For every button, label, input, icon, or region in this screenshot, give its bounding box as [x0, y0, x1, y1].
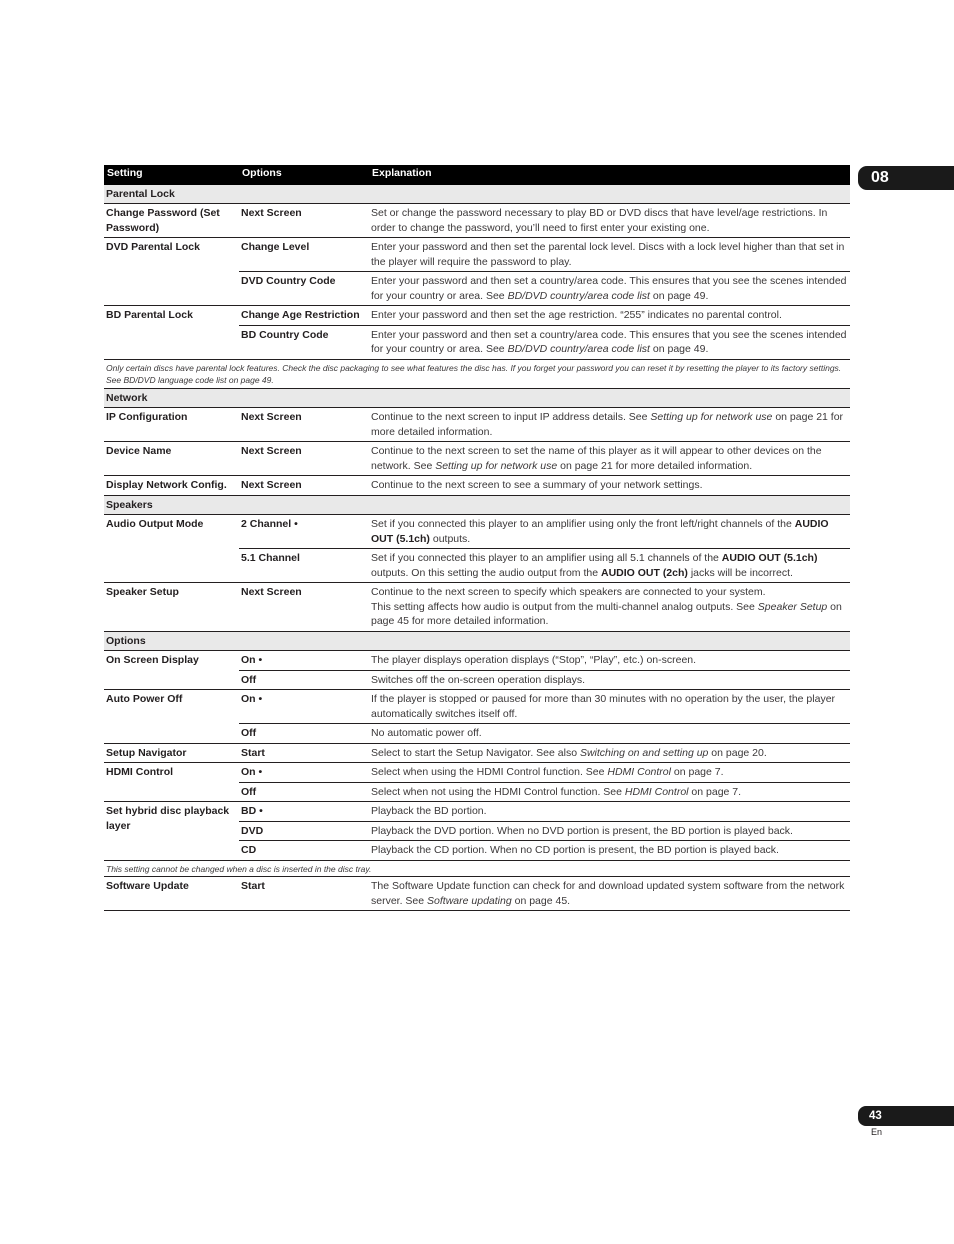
explanation-text: Playback the CD portion. When no CD portion is present, the BD portion is played back.: [369, 841, 850, 861]
setting-name: Software Update: [104, 877, 239, 911]
section-title: Network: [104, 388, 850, 408]
option-value: On •: [239, 763, 369, 783]
explanation-text: Set or change the password necessary to play BD or DVD discs that have level/age restrictions. In order to change the password, you’ll need to first enter your existing one.: [369, 204, 850, 238]
cross-reference: BD/DVD country/area code list: [507, 343, 650, 355]
chapter-tab: 08: [858, 166, 954, 190]
header-options: Options: [239, 165, 369, 185]
table-row: [104, 877, 850, 911]
cross-reference: Setting up for network use: [435, 459, 558, 472]
cross-reference: Speaker Setup: [757, 600, 828, 613]
section-network: [104, 388, 850, 408]
section-parental-lock: [104, 185, 850, 204]
setting-name: Setup Navigator: [104, 743, 239, 763]
cross-reference: HDMI Control: [624, 785, 689, 798]
explanation-text: Set if you connected this player to an amplifier using all 5.1 channels of the AUDIO OUT (5.1ch) outputs. On this setting the audio output from the AUDIO OUT (2ch) jacks will be incorrect.: [369, 549, 850, 583]
terminal-label: AUDIO OUT (5.1ch): [721, 552, 818, 564]
option-value: Off: [239, 724, 369, 744]
explanation-text: If the player is stopped or paused for more than 30 minutes with no operation by the user, the player automatically switches itself off.: [369, 690, 850, 724]
option-value: 2 Channel •: [239, 515, 369, 549]
cross-reference: HDMI Control: [607, 766, 671, 778]
table-row: [104, 743, 850, 763]
header-explanation: Explanation: [369, 165, 850, 185]
option-value: DVD: [239, 821, 369, 841]
header-setting: Setting: [104, 165, 239, 185]
option-value: Next Screen: [239, 476, 369, 496]
table-row: [104, 238, 850, 272]
explanation-text: Enter your password and then set the parental lock level. Discs with a lock level higher than that set in the player will require the password to play.: [369, 238, 850, 272]
cross-reference: Switching on and setting up: [579, 746, 709, 759]
explanation-text: Continue to the next screen to input IP address details. See Setting up for network use on page 21 for more detailed information.: [369, 408, 850, 442]
setting-name: On Screen Display: [104, 651, 239, 690]
explanation-text: Playback the DVD portion. When no DVD portion is present, the BD portion is played back.: [369, 821, 850, 841]
option-value: BD Country Code: [239, 325, 369, 359]
explanation-text: Playback the BD portion.: [369, 802, 850, 822]
option-value: Next Screen: [239, 204, 369, 238]
section-title: Parental Lock: [104, 185, 850, 204]
option-value: Start: [239, 743, 369, 763]
table-row: [104, 204, 850, 238]
page-number: 43: [858, 1106, 954, 1126]
setting-name: Audio Output Mode: [104, 515, 239, 583]
table-row: [104, 306, 850, 326]
explanation-text: Enter your password and then set a country/area code. This ensures that you see the scenes intended for your country or area. See BD/DVD country/area code list on page 49.: [369, 325, 850, 359]
table-row: [104, 515, 850, 549]
table-row: [104, 802, 850, 822]
table-note: [104, 860, 850, 877]
option-value: Change Age Restriction: [239, 306, 369, 326]
option-value: Next Screen: [239, 408, 369, 442]
note-text: Only certain discs have parental lock features. Check the disc packaging to see what features the disc has. If you forget your password you can reset it by resetting the player to its factory settings. See BD/DVD language code list on page 49.: [104, 359, 850, 388]
table-row: [104, 442, 850, 476]
option-value: Start: [239, 877, 369, 911]
cross-reference: Setting up for network use: [650, 411, 773, 423]
cross-reference: BD/DVD country/area code list: [507, 289, 650, 302]
setting-name: Auto Power Off: [104, 690, 239, 744]
table-row: [104, 583, 850, 632]
explanation-text: Set if you connected this player to an amplifier using only the front left/right channels of the AUDIO OUT (5.1ch) outputs.: [369, 515, 850, 549]
option-value: BD •: [239, 802, 369, 822]
table-row: [104, 763, 850, 783]
setting-name: Speaker Setup: [104, 583, 239, 632]
note-text: This setting cannot be changed when a disc is inserted in the disc tray.: [104, 860, 850, 877]
section-speakers: [104, 495, 850, 515]
explanation-text: No automatic power off.: [369, 724, 850, 744]
table-row: [104, 651, 850, 671]
option-value: 5.1 Channel: [239, 549, 369, 583]
explanation-text: Switches off the on-screen operation displays.: [369, 670, 850, 690]
explanation-text: Continue to the next screen to specify which speakers are connected to your system. This setting affects how audio is output from the multi-channel analog outputs. See Speaker Setup on page 45 for more detailed information.: [369, 583, 850, 632]
option-value: Next Screen: [239, 442, 369, 476]
explanation-text: Select to start the Setup Navigator. See also Switching on and setting up on page 20.: [369, 743, 850, 763]
option-value: CD: [239, 841, 369, 861]
cross-reference: Software updating: [427, 894, 512, 907]
setting-name: DVD Parental Lock: [104, 238, 239, 306]
explanation-text: Continue to the next screen to see a summary of your network settings.: [369, 476, 850, 496]
table-row: [104, 690, 850, 724]
language-code: En: [871, 1127, 883, 1137]
table-header: [104, 165, 850, 185]
explanation-text: Enter your password and then set a country/area code. This ensures that you see the scenes intended for your country or area. See BD/DVD country/area code list on page 49.: [369, 272, 850, 306]
explanation-text: The player displays operation displays (“Stop”, “Play”, etc.) on-screen.: [369, 651, 850, 671]
section-title: Speakers: [104, 495, 850, 515]
setting-name: IP Configuration: [104, 408, 239, 442]
setting-name: HDMI Control: [104, 763, 239, 802]
option-value: Change Level: [239, 238, 369, 272]
option-value: Off: [239, 670, 369, 690]
section-options: [104, 631, 850, 651]
table-row: [104, 408, 850, 442]
table-note: [104, 359, 850, 388]
terminal-label: AUDIO OUT (5.1ch): [371, 518, 829, 545]
option-value: Next Screen: [239, 583, 369, 632]
setting-name: BD Parental Lock: [104, 306, 239, 360]
explanation-text: Select when using the HDMI Control function. See HDMI Control on page 7.: [369, 763, 850, 783]
explanation-text: The Software Update function can check for and download updated system software from the network server. See Software updating on page 45.: [369, 877, 850, 911]
option-value: On •: [239, 690, 369, 724]
setting-name: Display Network Config.: [104, 476, 239, 496]
option-value: Off: [239, 782, 369, 802]
setting-name: Set hybrid disc playback layer: [104, 802, 239, 861]
explanation-text: Enter your password and then set the age restriction. “255” indicates no parental control.: [369, 306, 850, 326]
table-row: [104, 476, 850, 496]
terminal-label: AUDIO OUT (2ch): [600, 566, 688, 579]
explanation-text: Select when not using the HDMI Control function. See HDMI Control on page 7.: [369, 782, 850, 802]
setting-name: Device Name: [104, 442, 239, 476]
explanation-text: Continue to the next screen to set the name of this player as it will appear to other devices on the network. See Setting up for network use on page 21 for more detailed information.: [369, 442, 850, 476]
option-value: On •: [239, 651, 369, 671]
setting-name: Change Password (Set Password): [104, 204, 239, 238]
settings-table: [104, 165, 850, 911]
option-value: DVD Country Code: [239, 272, 369, 306]
section-title: Options: [104, 631, 850, 651]
